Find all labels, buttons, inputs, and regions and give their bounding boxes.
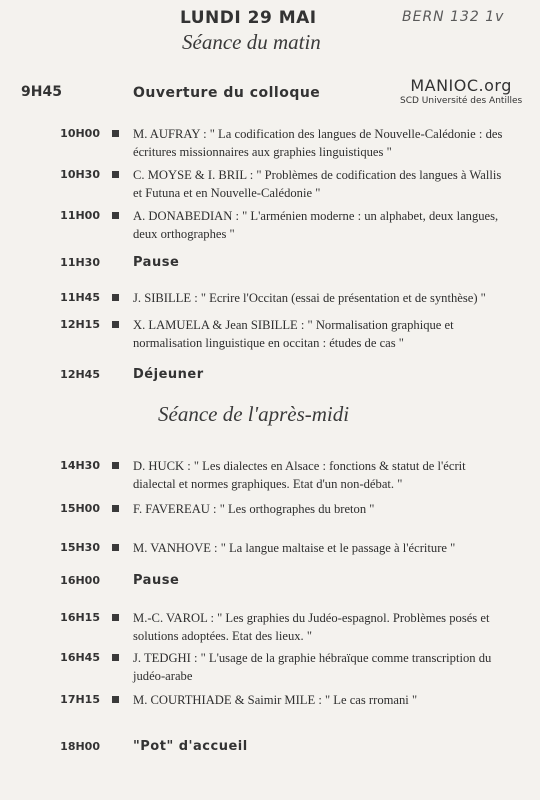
talk-text: C. MOYSE & I. BRIL : " Problèmes de codification des langues à Wallis et Futuna et en Nouvelle-Calédonie " <box>133 168 502 200</box>
day-title: LUNDI 29 MAI <box>180 8 317 28</box>
talk-text: M. AUFRAY : " La codification des langues de Nouvelle-Calédonie : des écritures missionnaires aux graphies linguistiques " <box>133 127 503 159</box>
time-label: 18H00 <box>60 740 100 753</box>
time-label: 11H30 <box>60 256 100 269</box>
manioc-stamp <box>400 76 522 106</box>
time-label: 11H00 <box>60 209 100 222</box>
talk-text: D. HUCK : " Les dialectes en Alsace : fonctions & statut de l'écrit dialectal et normes graphiques. Etat d'un non-débat. " <box>133 459 466 491</box>
event-heading: Pause <box>133 573 180 588</box>
session-title-afternoon: Séance de l'après-midi <box>158 402 350 426</box>
bullet-icon <box>112 462 119 469</box>
time-label: 9H45 <box>21 84 62 100</box>
handwritten-reference: BERN 132 1v <box>402 9 505 25</box>
time-label: 15H30 <box>60 541 100 554</box>
bullet-icon <box>112 696 119 703</box>
bullet-icon <box>112 171 119 178</box>
event-heading: Ouverture du colloque <box>133 85 321 101</box>
talk-text: X. LAMUELA & Jean SIBILLE : " Normalisation graphique et normalisation linguistique en occitan : études de cas " <box>133 318 454 350</box>
time-label: 14H30 <box>60 459 100 472</box>
talk-text: A. DONABEDIAN : " L'arménien moderne : un alphabet, deux langues, deux orthographes " <box>133 209 499 241</box>
event-heading: Déjeuner <box>133 367 204 382</box>
time-label: 12H45 <box>60 368 100 381</box>
event-heading: Pause <box>133 255 180 270</box>
talk-text: J. TEDGHI : " L'usage de la graphie hébraïque comme transcription du judéo-arabe <box>133 651 492 683</box>
time-label: 10H30 <box>60 168 100 181</box>
talk-text: M. COURTHIADE & Saimir MILE : " Le cas rromani " <box>133 693 418 707</box>
time-label: 15H00 <box>60 502 100 515</box>
bullet-icon <box>112 130 119 137</box>
talk-text: M.-C. VAROL : " Les graphies du Judéo-espagnol. Problèmes posés et solutions adoptées. Etat des lieux. " <box>133 611 490 643</box>
bullet-icon <box>112 544 119 551</box>
time-label: 16H45 <box>60 651 100 664</box>
time-label: 16H00 <box>60 574 100 587</box>
time-label: 10H00 <box>60 127 100 140</box>
bullet-icon <box>112 321 119 328</box>
talk-text: F. FAVEREAU : " Les orthographes du breton " <box>133 502 375 516</box>
bullet-icon <box>112 212 119 219</box>
bullet-icon <box>112 654 119 661</box>
talk-text: J. SIBILLE : " Ecrire l'Occitan (essai de présentation et de synthèse) " <box>133 291 486 305</box>
talk-text: M. VANHOVE : " La langue maltaise et le passage à l'écriture " <box>133 541 456 555</box>
time-label: 11H45 <box>60 291 100 304</box>
event-heading: "Pot" d'accueil <box>133 739 248 754</box>
bullet-icon <box>112 614 119 621</box>
time-label: 17H15 <box>60 693 100 706</box>
stamp-subtitle: SCD Université des Antilles <box>400 96 523 106</box>
stamp-name: MANIOC.org <box>410 76 512 95</box>
time-label: 12H15 <box>60 318 100 331</box>
bullet-icon <box>112 294 119 301</box>
session-title-morning: Séance du matin <box>182 30 321 54</box>
time-label: 16H15 <box>60 611 100 624</box>
bullet-icon <box>112 505 119 512</box>
